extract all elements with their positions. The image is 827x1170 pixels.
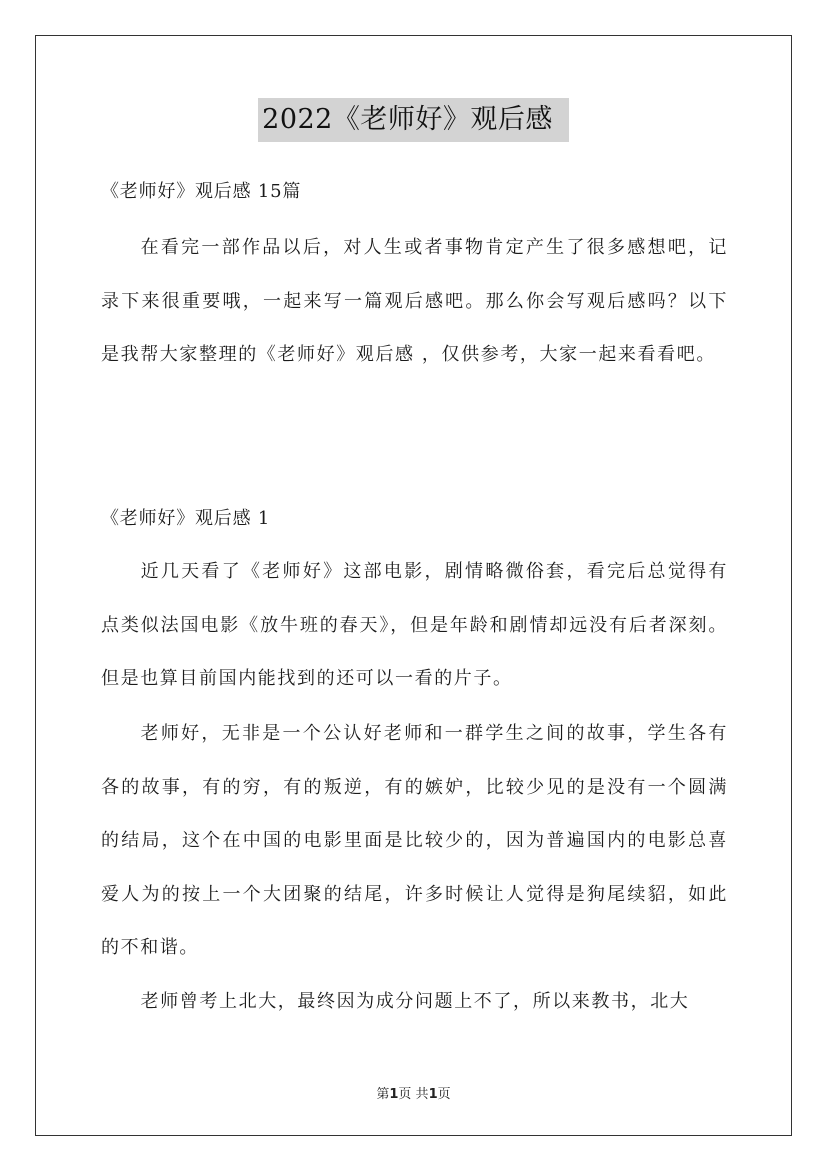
- footer-prefix: 第: [376, 1087, 390, 1102]
- body-paragraph-1: 近几天看了《老师好》这部电影，剧情略微俗套，看完后总觉得有点类似法国电影《放牛班的春天》，但是年龄和剧情却远没有后者深刻。但是也算目前国内能找到的还可以一看的片子。: [101, 561, 728, 689]
- footer-page-number: 1: [389, 1087, 399, 1102]
- body-paragraph-3: 老师曾考上北大，最终因为成分问题上不了，所以来教书，北大: [140, 991, 690, 1012]
- section-heading: 《老师好》观后感 1: [101, 508, 271, 529]
- title-container: [0, 98, 827, 142]
- footer-total-pages: 1: [428, 1087, 438, 1102]
- document-title: 2022《老师好》观后感: [258, 98, 569, 142]
- body-paragraph-2: 老师好，无非是一个公认好老师和一群学生之间的故事，学生各有各的故事，有的穷，有的叛逆，有的嫉妒，比较少见的是没有一个圆满的结局，这个在中国的电影里面是比较少的，因为普遍国内的电影总喜爱人为的按上一个大团聚的结尾，许多时候让人觉得是狗尾续貂，如此的不和谐。: [101, 723, 728, 958]
- footer-mid: 页 共: [398, 1087, 429, 1102]
- footer-suffix: 页: [437, 1087, 451, 1102]
- document-subtitle: 《老师好》观后感 15篇: [101, 181, 302, 202]
- page-footer: [0, 1083, 827, 1102]
- intro-paragraph: 在看完一部作品以后，对人生或者事物肯定产生了很多感想吧，记录下来很重要哦，一起来写一篇观后感吧。那么你会写观后感吗？以下是我帮大家整理的《老师好》观后感 ，仅供参考，大家一起来看看吧。: [101, 237, 728, 365]
